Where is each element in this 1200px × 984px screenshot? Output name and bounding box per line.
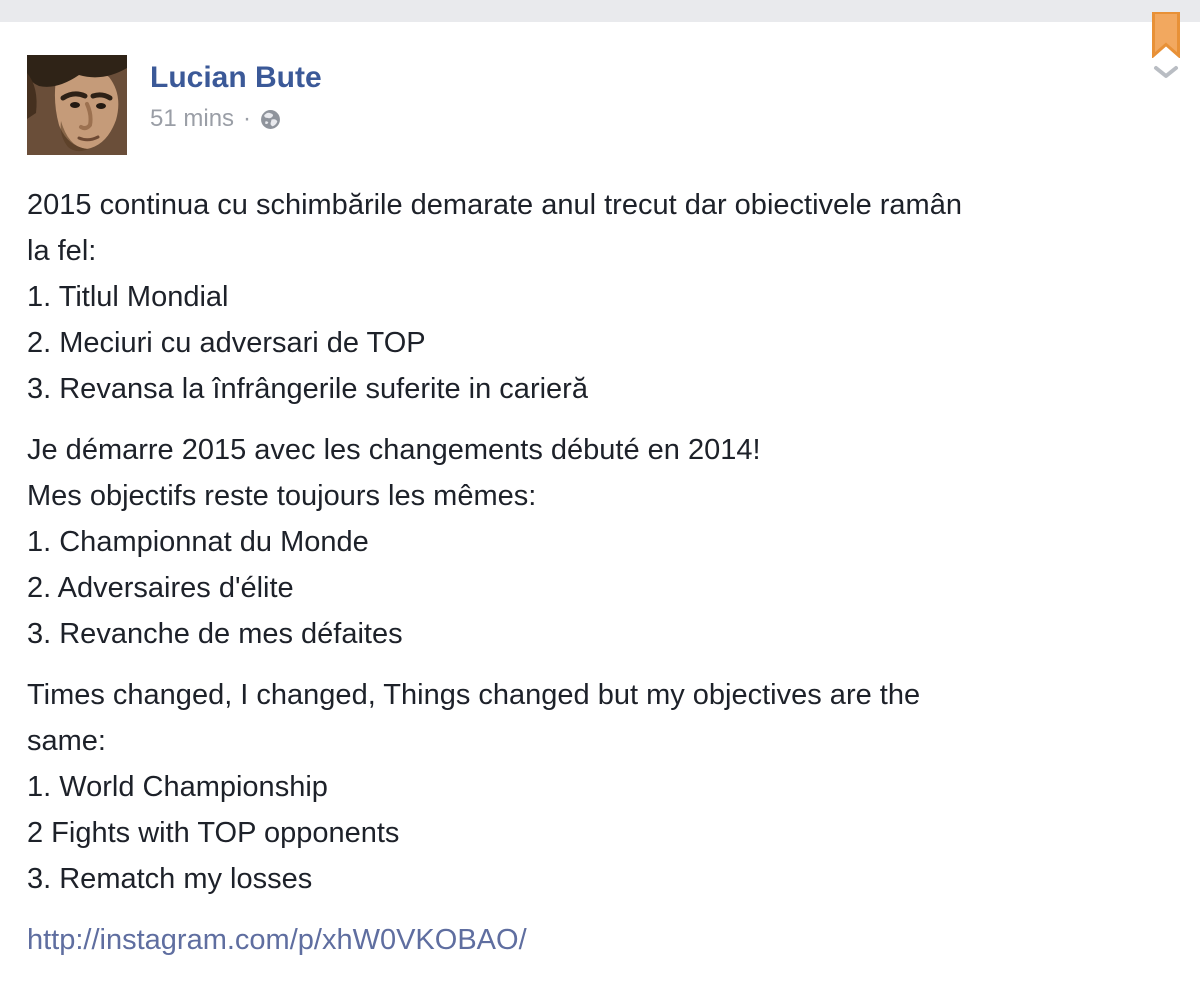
author-name-link[interactable]: Lucian Bute — [150, 61, 322, 94]
post-text-line: Je démarre 2015 avec les changements débuté en 2014! — [27, 434, 761, 466]
avatar[interactable] — [27, 55, 127, 155]
post-text-line: 1. Championnat du Monde — [27, 526, 369, 558]
post-card — [0, 22, 1200, 984]
page-top-strip — [0, 0, 1200, 22]
post-text-line: same: — [27, 725, 106, 757]
post-text-line: 2. Adversaires d'élite — [27, 572, 294, 604]
post-meta-row — [150, 104, 322, 134]
post-text-line: 3. Rematch my losses — [27, 863, 313, 895]
post-text-line: la fel: — [27, 235, 97, 267]
post-text-line: Times changed, I changed, Things changed but my objectives are the — [27, 679, 921, 711]
instagram-link[interactable]: http://instagram.com/p/xhW0VKOBAO/ — [27, 924, 527, 956]
post-text-line: 1. Titlul Mondial — [27, 281, 229, 313]
post-body — [27, 182, 1170, 963]
bookmark-ribbon-icon — [1152, 12, 1180, 63]
chevron-down-icon[interactable] — [1152, 65, 1180, 84]
post-corner-decorations — [1152, 12, 1180, 84]
post-text-line: 2015 continua cu schimbările demarate anul trecut dar obiectivele ramân — [27, 189, 962, 221]
post-header — [27, 55, 1170, 155]
post-text-line: 1. World Championship — [27, 771, 328, 803]
post-text-line: Mes objectifs reste toujours les mêmes: — [27, 480, 537, 512]
timestamp[interactable]: 51 mins — [150, 105, 235, 132]
post-text-line: 3. Revansa la înfrângerile suferite in carieră — [27, 373, 588, 405]
post-header-meta — [150, 55, 322, 134]
post-text-line: 2 Fights with TOP opponents — [27, 817, 400, 849]
post-text-line: 3. Revanche de mes défaites — [27, 618, 403, 650]
meta-separator: · — [243, 105, 252, 132]
globe-icon — [260, 109, 281, 130]
post-text-line: 2. Meciuri cu adversari de TOP — [27, 327, 426, 359]
